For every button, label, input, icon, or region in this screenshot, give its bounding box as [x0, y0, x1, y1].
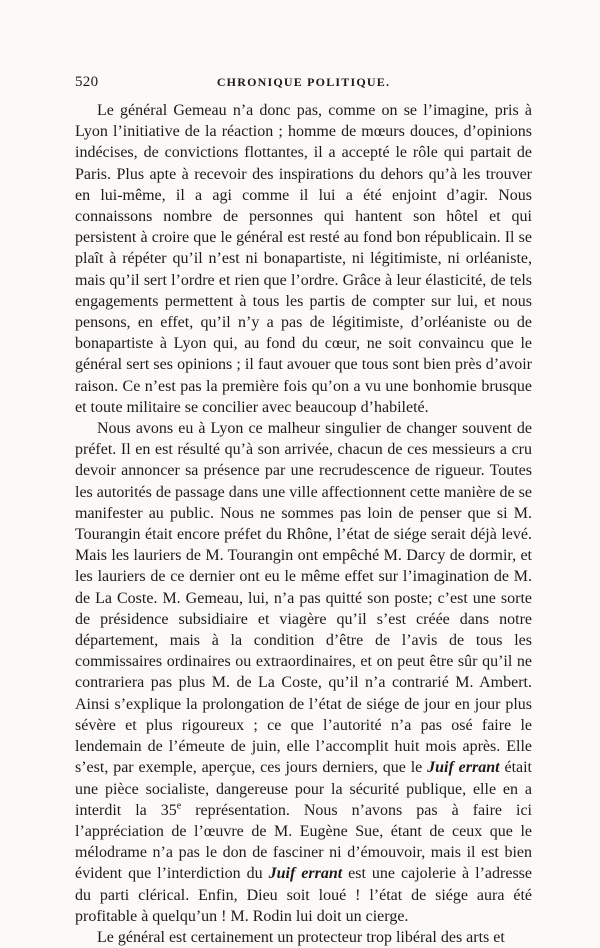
italic-title: Juif errant	[427, 759, 500, 777]
text-segment: est une cajolerie à l’adresse du parti clérical. Enfin, Dieu soit loué ! l’état de siége aura été profitable à quelqu’un ! M. Rodin lui doit un cierge.	[75, 865, 533, 925]
paragraph	[75, 100, 532, 418]
text-segment: Nous avons eu à Lyon ce malheur singulier de changer souvent de préfet. Il en est résulté qu’à son arrivée, chacun de ces messieurs a cru devoir annoncer sa présence par une recrudescence de rigueur. Toutes les autorités de passage dans une ville affectionnent cette manière de se manifester au public. Nous ne sommes pas loin de penser que si M. Tourangin était encore préfet du Rhône, l’état de siége serait déjà levé. Mais les lauriers de M. Tourangin ont empêché M. Darcy de dormir, et les lauriers de ce dernier ont eu le même effet sur l’imagination de M. de La Coste. M. Gemeau, lui, n’a pas quitté son poste; c’est une sorte de présidence subsidiaire et viagère qu’il s’est créée dans notre département, mais à la condition d’être de l’avis de tous les commissaires ordinaires ou extraordinaires, et on peut être sûr qu’il ne contrariera pas plus M. de La Coste, qu’il n’a contrarié M. Ambert. Ainsi s’explique la prolongation de l’état de siége de jour en jour plus sévère et plus rigoureux ; ce que l’autorité n’a pas osé faire le lendemain de l’émeute de juin, elle l’accomplit huit mois après. Elle s’est, par exemple, aperçue, ces jours derniers, que le	[75, 420, 532, 777]
italic-title: Juif errant	[268, 865, 343, 883]
page-header	[75, 74, 532, 92]
text-segment: représentation. Nous n’avons pas à faire ici l’appréciation de l’œuvre de M. Eugène Sue, étant de ceux que le mélodrame n’a pas le don de fasciner ni d’émouvoir, mais il est bien évident que l’interdiction du	[75, 801, 532, 883]
text-segment: était une pièce socialiste, dangereuse pour la sécurité publique, elle en a interdit la 35	[75, 759, 533, 819]
text-segment: Le général Gemeau n’a donc pas, comme on se l’imagine, pris à Lyon l’initiative de la réaction ; homme de mœurs douces, d’opinions indécises, de convictions flottantes, il a accepté le rôle qui partait de Paris. Plus apte à recevoir des inspirations du dehors qu’à les trouver en lui-même, il a agi comme il lui a été enjoint d’agir. Nous connaissons nombre de personnes qui hantent son hôtel et qui persistent à croire que le général est resté au fond bon républicain. Il se plaît à répéter qu’il n’est ni bonapartiste, ni légitimiste, ni orléaniste, mais qu’il sert l’ordre et rien que l’ordre. Grâce à leur élasticité, de tels engagements permettent à tous les partis de compter sur lui, et nous pensons, en effet, qu’il n’y a pas de légitimiste, d’orléaniste ou de bonapartiste à Lyon qui, au fond du cœur, ne soit convaincu que le général sert ses opinions ; il faut avouer que tous sont bien près d’avoir raison. Ce n’est pas la première fois qu’on a vu une bonhomie brusque et toute militaire se concilier avec beaucoup d’habileté.	[75, 102, 532, 416]
running-title: CHRONIQUE POLITIQUE.	[216, 75, 391, 89]
text-segment: Le général est certainement un protecteur trop libéral des arts et	[97, 928, 505, 946]
paragraph	[75, 418, 532, 927]
body-text	[75, 100, 532, 948]
superscript: e	[176, 800, 182, 812]
paragraph	[75, 927, 532, 948]
page-number: 520	[75, 74, 99, 90]
